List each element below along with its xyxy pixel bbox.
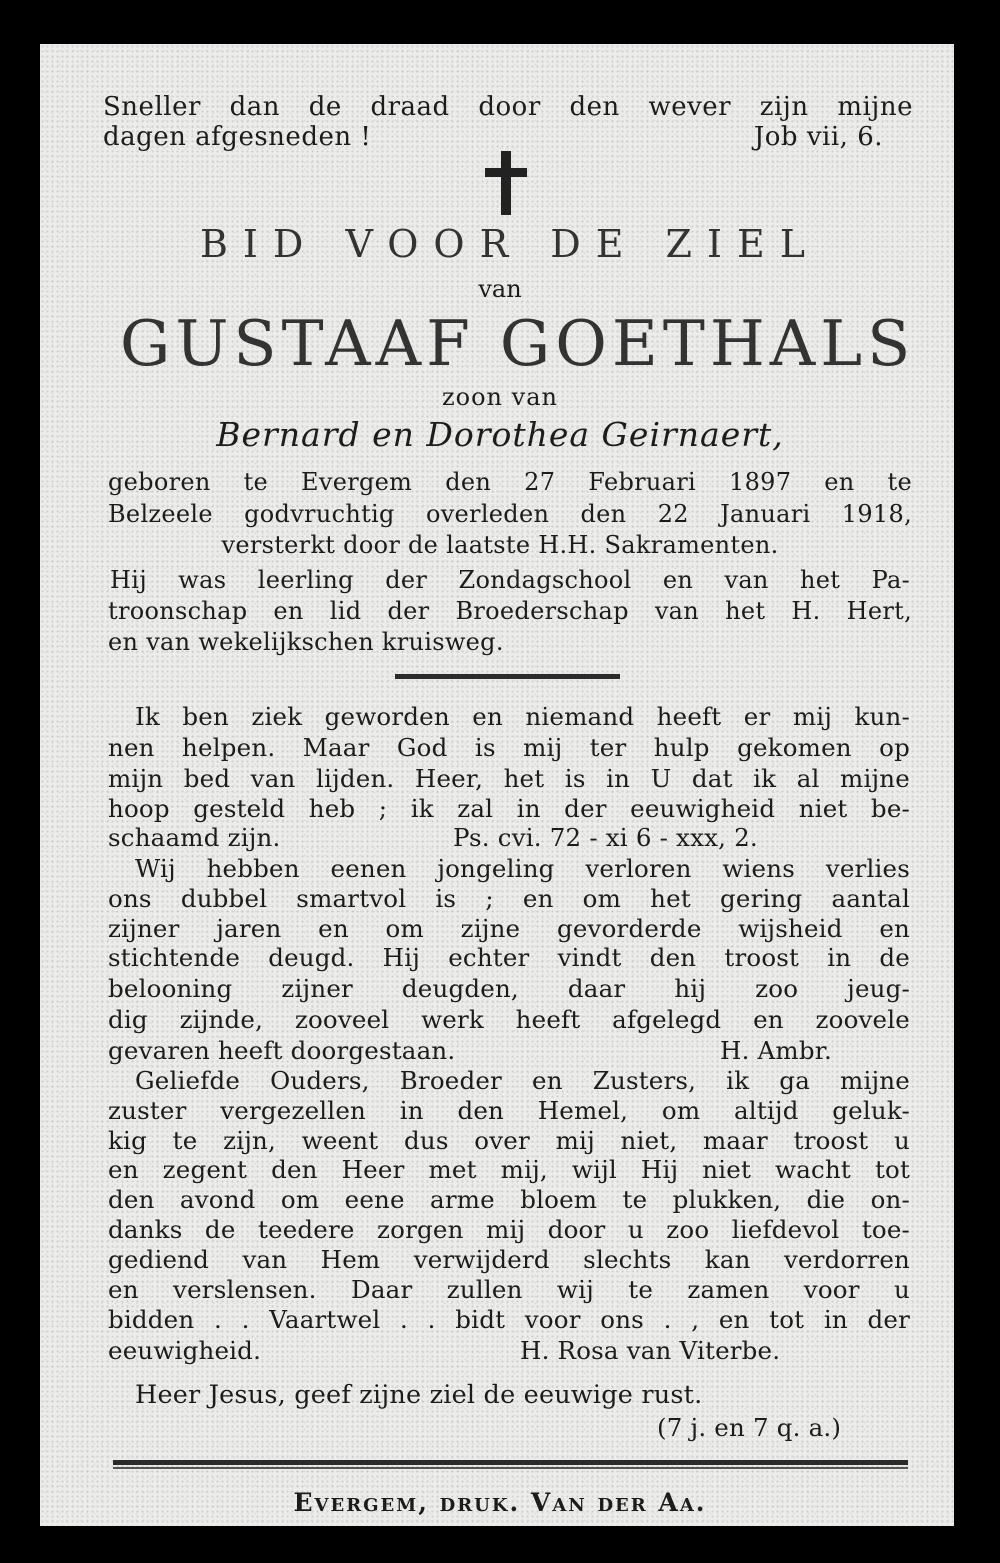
para2-line-6: dig zijnde, zooveel werk heeft afgelegd en zoovele: [108, 1005, 910, 1034]
para2-line-7: [108, 1036, 910, 1065]
para3-line-4: en zegent den Heer met mij, wijl Hij niet wacht tot: [108, 1155, 910, 1184]
para2-line-1: Wij hebben eenen jongeling verloren wiens verlies: [135, 854, 910, 883]
membership-line-2: troonschap en lid der Broederschap van het H. Hert,: [108, 597, 912, 625]
bio-line-2: Belzeele godvruchtig overleden den 22 Januari 1918,: [108, 500, 912, 528]
cross-icon: [477, 151, 535, 215]
zoon-van-label: zoon van: [442, 383, 558, 411]
para1-line-1: Ik ben ziek geworden en niemand heeft er mij kun-: [135, 702, 910, 731]
para2-line-4: stichtende deugd. Hij echter vindt den troost in de: [108, 943, 910, 972]
membership-line-1: Hij was leerling der Zondagschool en van het Pa-: [110, 566, 910, 594]
parents-names: Bernard en Dorothea Geirnaert,: [216, 415, 784, 454]
printer-imprint: Evergem, druk. Van der Aa.: [293, 1488, 707, 1517]
para3-line-8: en verslensen. Daar zullen wij te zamen voor u: [108, 1275, 910, 1304]
para3-line-7: gediend van Hem verwijderd slechts kan verdorren: [108, 1245, 910, 1274]
van-label: van: [478, 275, 522, 303]
para1-end-text: schaamd zijn.: [108, 823, 281, 852]
epigraph-line-2: [103, 124, 913, 150]
para3-line-9: bidden . . Vaartwel . . bidt voor ons . , en tot in der: [108, 1305, 910, 1334]
ambrosius-reference: H. Ambr.: [720, 1036, 832, 1065]
bottom-rule: [113, 1460, 908, 1465]
para3-line-10: [108, 1336, 910, 1365]
para3-line-6: danks de teedere zorgen mij door u zoo liefdevol toe-: [108, 1215, 910, 1244]
para1-line-3: mijn bed van lijden. Heer, het is in U dat ik al mijne: [108, 764, 910, 793]
para2-line-2: ons dubbel smartvol is ; en om het gering aantal: [108, 884, 910, 913]
bio-line-1: geboren te Evergem den 27 Februari 1897 en te: [108, 468, 912, 496]
para3-line-3: kig te zijn, weent dus over mij niet, maar troost u: [108, 1126, 910, 1155]
para1-line-4: hoop gesteld heb ; ik zal in der eeuwigheid niet be-: [108, 794, 910, 823]
epigraph-line-1: Sneller dan de draad door den wever zijn mijne: [103, 92, 913, 122]
psalm-reference: Ps. cvi. 72 - xi 6 - xxx, 2.: [453, 823, 758, 852]
para1-line-2: nen helpen. Maar God is mij ter hulp gekomen op: [108, 733, 910, 762]
rosa-reference: H. Rosa van Viterbe.: [520, 1336, 781, 1365]
para2-end-text: gevaren heeft doorgestaan.: [108, 1036, 456, 1065]
para3-line-1: Geliefde Ouders, Broeder en Zusters, ik ga mijne: [135, 1066, 910, 1095]
indulgence-note: (7 j. en 7 q. a.): [657, 1413, 842, 1442]
bio-line-3: versterkt door de laatste H.H. Sakramenten.: [221, 531, 779, 559]
prayer-heading: BID VOOR DE ZIEL: [200, 222, 820, 266]
bottom-rule-thin: [113, 1467, 908, 1469]
para2-line-3: zijner jaren en om zijne gevorderde wijsheid en: [108, 914, 910, 943]
para3-end-text: eeuwigheid.: [108, 1336, 262, 1365]
closing-prayer: Heer Jesus, geef zijne ziel de eeuwige rust.: [135, 1380, 703, 1410]
para1-line-5: [108, 823, 910, 852]
deceased-name: GUSTAAF GOETHALS: [120, 307, 916, 380]
para3-line-2: zuster vergezellen in den Hemel, om altijd geluk-: [108, 1096, 910, 1125]
divider-ornament: [395, 674, 620, 679]
epigraph-text: dagen afgesneden !: [103, 122, 372, 152]
membership-line-3: en van wekelijkschen kruisweg.: [108, 628, 504, 656]
para2-line-5: belooning zijner deugden, daar hij zoo jeug-: [108, 974, 910, 1003]
para3-line-5: den avond om eene arme bloem te plukken, die on-: [108, 1185, 910, 1214]
epigraph-reference: Job vii, 6.: [753, 122, 883, 152]
